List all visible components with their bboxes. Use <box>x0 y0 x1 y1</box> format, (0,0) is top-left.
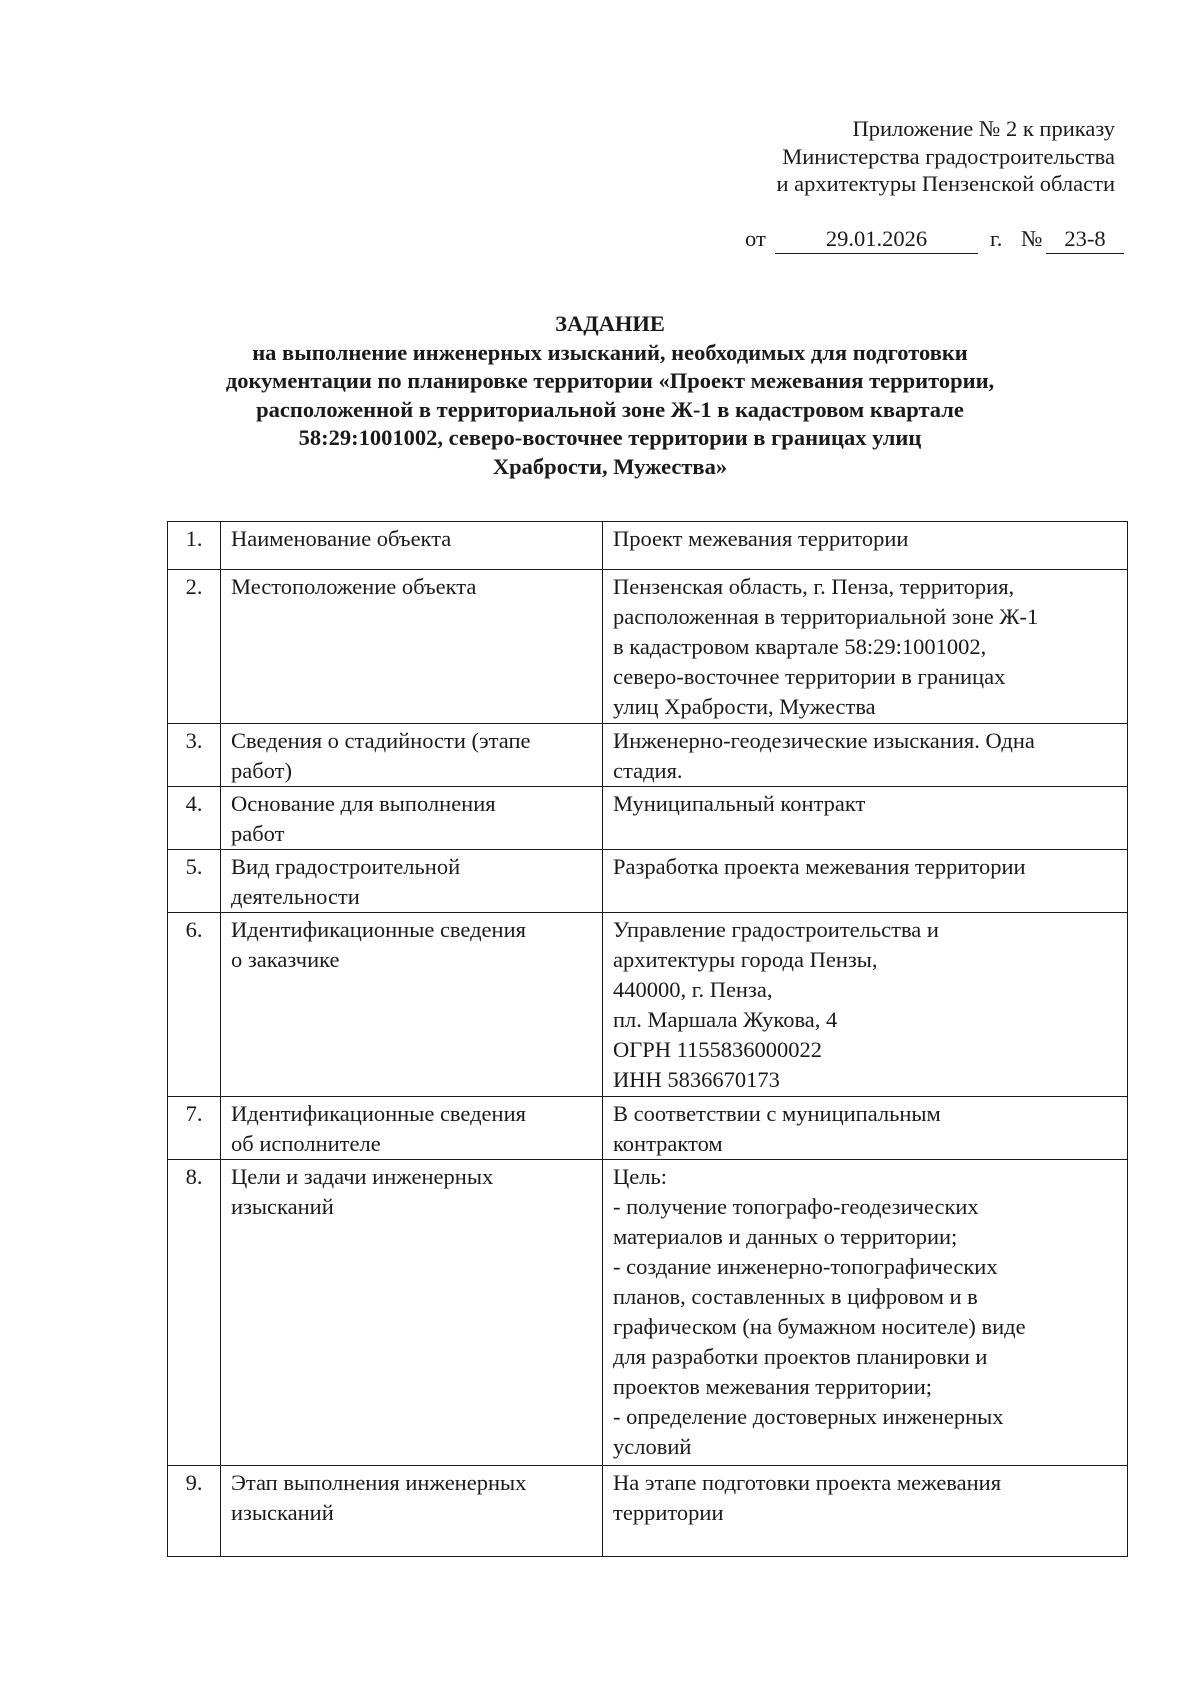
document-title <box>80 310 1140 481</box>
row-value: Управление градостроительства и архитектуры города Пензы, 440000, г. Пенза, пл. Маршала Жукова, 4 ОГРН 1155836000022 ИНН 5836670173 <box>603 913 1128 1097</box>
appendix-header <box>776 115 1115 198</box>
row-name: Сведения о стадийности (этапе работ) <box>221 724 603 787</box>
title-heading: ЗАДАНИЕ <box>555 311 665 336</box>
table-row <box>168 913 1128 1097</box>
table-row <box>168 1160 1128 1466</box>
order-number: 23-8 <box>1046 226 1124 254</box>
appendix-line: Приложение № 2 к приказу <box>852 116 1115 141</box>
row-name: Основание для выполнения работ <box>221 787 603 850</box>
order-from-label: от <box>745 226 766 251</box>
row-value: Цель: - получение топографо-геодезических материалов и данных о территории; - создание инженерно-топографических планов, составленных в цифровом и в графическом (на бумажном носителе) виде для разработки проектов планировки и проектов межевания территории; - определение достоверных инженерных условий <box>603 1160 1128 1466</box>
appendix-line: Министерства градостроительства <box>782 143 1115 169</box>
row-number: 2. <box>168 570 221 724</box>
row-value: В соответствии с муниципальным контрактом <box>603 1097 1128 1160</box>
title-line: Храбрости, Мужества» <box>492 453 728 479</box>
row-number: 1. <box>168 522 221 570</box>
table-row <box>168 570 1128 724</box>
title-line: 58:29:1001002, северо-восточнее территории в границах улиц <box>298 425 922 450</box>
row-value: Муниципальный контракт <box>603 787 1128 850</box>
row-name: Идентификационные сведения о заказчике <box>221 913 603 1097</box>
appendix-line: и архитектуры Пензенской области <box>776 171 1115 196</box>
row-name: Вид градостроительной деятельности <box>221 850 603 913</box>
row-name: Этап выполнения инженерных изысканий <box>221 1466 603 1557</box>
row-number: 7. <box>168 1097 221 1160</box>
row-name: Цели и задачи инженерных изысканий <box>221 1160 603 1466</box>
task-specification-table <box>167 521 1128 1557</box>
table-row <box>168 522 1128 570</box>
row-value: Проект межевания территории <box>603 522 1128 570</box>
title-line: расположенной в территориальной зоне Ж-1 в кадастровом квартале <box>256 396 964 422</box>
row-name: Местоположение объекта <box>221 570 603 724</box>
table-row <box>168 1466 1128 1557</box>
table-row <box>168 724 1128 787</box>
order-reference <box>745 226 1125 256</box>
row-number: 9. <box>168 1466 221 1557</box>
order-year-suffix: г. <box>990 226 1003 251</box>
title-line: на выполнение инженерных изысканий, необходимых для подготовки <box>252 339 968 365</box>
row-number: 6. <box>168 913 221 1097</box>
row-value: Инженерно-геодезические изыскания. Одна стадия. <box>603 724 1128 787</box>
table-row <box>168 850 1128 913</box>
table-row <box>168 1097 1128 1160</box>
row-number: 4. <box>168 787 221 850</box>
row-value: Пензенская область, г. Пенза, территория, расположенная в территориальной зоне Ж-1 в кадастровом квартале 58:29:1001002, северо-восточнее территории в границах улиц Храбрости, Мужества <box>603 570 1128 724</box>
row-number: 3. <box>168 724 221 787</box>
order-date: 29.01.2026 <box>775 226 978 254</box>
title-line: документации по планировке территории «Проект межевания территории, <box>225 368 995 393</box>
row-name: Наименование объекта <box>221 522 603 570</box>
row-name: Идентификационные сведения об исполнителе <box>221 1097 603 1160</box>
row-value: На этапе подготовки проекта межевания территории <box>603 1466 1128 1557</box>
row-number: 5. <box>168 850 221 913</box>
order-number-sign: № <box>1021 226 1043 251</box>
row-value: Разработка проекта межевания территории <box>603 850 1128 913</box>
row-number: 8. <box>168 1160 221 1466</box>
table-row <box>168 787 1128 850</box>
